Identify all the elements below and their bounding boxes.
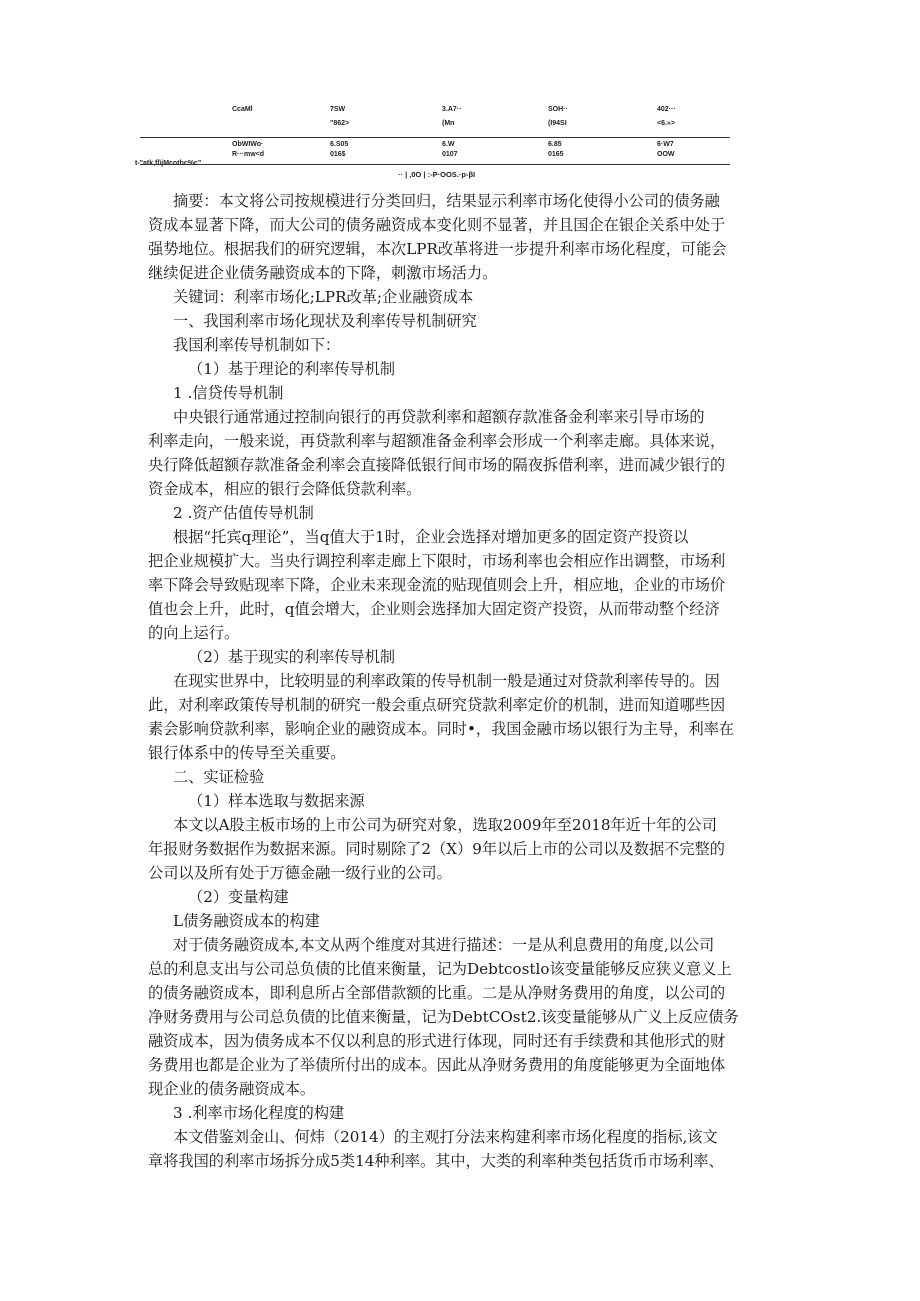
paragraph-line: 3 .利率市场化程度的构建 bbox=[173, 1104, 345, 1122]
paragraph-line: 强势地位。根据我们的研究逻辑，本次LPR改革将进一步提升利率市场化程度，可能会 bbox=[148, 240, 727, 258]
paragraph-line: L债务融资成本的构建 bbox=[173, 912, 320, 930]
paragraph-line: 根据“托宾q理论”，当q值大于1时，企业会选择对增加更多的固定资产投资以 bbox=[173, 528, 689, 546]
paragraph-line: （1）样本选取与数据来源 bbox=[188, 792, 365, 810]
paragraph-line: 素会影响贷款利率，影响企业的融资成本。同时•，我国金融市场以银行为主导，利率在 bbox=[148, 720, 735, 738]
table-cell: 6.85 bbox=[548, 141, 562, 148]
table-fragment bbox=[0, 0, 920, 185]
paragraph-line: 公司以及所有处于万德金融一级行业的公司。 bbox=[148, 864, 452, 882]
table-cell: OOW bbox=[657, 151, 675, 158]
table-cell: SOH·· bbox=[548, 106, 568, 113]
table-cell: ObWIWo· bbox=[232, 141, 264, 148]
paragraph-line: 利率走向，一般来说，再贷款利率与超额准备金利率会形成一个利率走廊。具体来说， bbox=[148, 432, 726, 450]
paragraph-line: 中央银行通常通过控制向银行的再贷款利率和超额存款准备金利率来引导市场的 bbox=[173, 408, 705, 426]
paragraph-line: 央行降低超额存款准备金利率会直接降低银行间市场的隔夜拆借利率，进而减少银行的 bbox=[148, 456, 726, 474]
table-cell: 0107 bbox=[442, 151, 458, 158]
paragraph-line: 2 .资产估值传导机制 bbox=[173, 504, 314, 522]
paragraph-line: 在现实世界中，比较明显的利率政策的传导机制一般是通过对贷款利率传导的。因 bbox=[173, 672, 720, 690]
paragraph-line: 1 .信贷传导机制 bbox=[173, 384, 284, 402]
paragraph-line: 务费用也都是企业为了举债所付出的成本。因此从净财务费用的角度能够更为全面地体 bbox=[148, 1056, 726, 1074]
table-cell: (I94SI bbox=[548, 120, 567, 127]
paragraph-line: 值也会上升，此时，q值会增大，企业则会选择加大固定资产投资，从而带动整个经济 bbox=[148, 600, 720, 618]
table-cell: (Mn bbox=[442, 120, 455, 127]
paragraph-line: 年报财务数据作为数据来源。同时剔除了2（X）9年以后上市的公司以及数据不完整的 bbox=[148, 840, 725, 858]
paragraph-line: 此，对利率政策传导机制的研究一般会重点研究贷款利率定价的机制，进而知道哪些因 bbox=[148, 696, 726, 714]
paragraph-line: （2）基于现实的利率传导机制 bbox=[188, 648, 396, 666]
paragraph-line: 的向上运行。 bbox=[148, 624, 240, 642]
table-cell: 6·W7 bbox=[657, 141, 674, 148]
paragraph-line: 继续促进企业债务融资成本的下降，刺激市场活力。 bbox=[148, 264, 498, 282]
paragraph-line: （1）基于理论的利率传导机制 bbox=[188, 360, 396, 378]
paragraph-line: 本文借鉴刘金山、何炜（2014）的主观打分法来构建利率市场化程度的指标,该文 bbox=[173, 1128, 718, 1146]
document-body bbox=[148, 189, 788, 1173]
table-rule bbox=[140, 164, 730, 165]
table-cell: 0165 bbox=[548, 151, 564, 158]
paragraph-line: 融资成本，因为债务成本不仅以利息的形式进行体现，同时还有手续费和其他形式的财 bbox=[148, 1032, 726, 1050]
paragraph-line: 二、实证检验 bbox=[173, 768, 265, 786]
table-cell: 016$ bbox=[330, 151, 346, 158]
paragraph-line: 本文以A股主板市场的上市公司为研究对象，选取2009年至2018年近十年的公司 bbox=[173, 816, 717, 834]
table-rule bbox=[140, 137, 730, 138]
paragraph-line: 现企业的债务融资成本。 bbox=[148, 1080, 316, 1098]
paragraph-line: （2）变量构建 bbox=[188, 888, 289, 906]
paragraph-line: 银行体系中的传导至关重要。 bbox=[148, 744, 346, 762]
paragraph-line: 总的利息支出与公司总负债的比值来衡量，记为Debtcostlo该变量能够反应狭义意义上 bbox=[148, 960, 732, 978]
paragraph-line: 资成本显著下降，而大公司的债务融资成本变化则不显著，并且国企在银企关系中处于 bbox=[148, 216, 726, 234]
paragraph-line: 把企业规模扩大。当央行调控利率走廊上下限时，市场利率也会相应作出调整，市场利 bbox=[148, 552, 726, 570]
table-cell: 6.S05 bbox=[330, 141, 349, 148]
paragraph-line: 对于债务融资成本,本文从两个维度对其进行描述：一是从利息费用的角度,以公司 bbox=[173, 936, 715, 954]
paragraph-line: 资金成本，相应的银行会降低贷款利率。 bbox=[148, 480, 422, 498]
paragraph-line: 我国利率传导机制如下： bbox=[173, 336, 341, 354]
table-cell: 3.A7·· bbox=[442, 106, 462, 113]
paragraph-line: 率下降会导致贴现率下降，企业未来现金流的贴现值则会上升，相应地，企业的市场价 bbox=[148, 576, 726, 594]
paragraph-line: 净财务费用与公司总负债的比值来衡量，记为DebtCOst2.该变量能够从广义上反应债务 bbox=[148, 1008, 739, 1026]
table-cell: R···mw<d bbox=[232, 151, 265, 158]
table-cell: "862> bbox=[330, 120, 350, 127]
table-cell: 7SW bbox=[330, 106, 346, 113]
paragraph-line: 的债务融资成本，即利息所占全部借款额的比重。二是从净财务费用的角度，以公司的 bbox=[148, 984, 726, 1002]
paragraph-line: 一、我国利率市场化现状及利率传导机制研究 bbox=[173, 312, 477, 330]
paragraph-line: 关键词：利率市场化;LPR改革;企业融资成本 bbox=[173, 288, 474, 306]
table-cell: 6.W bbox=[442, 141, 455, 148]
paragraph-line: 章将我国的利率市场拆分成5类14种利率。其中，大类的利率种类包括货币市场利率、 bbox=[148, 1152, 724, 1170]
paragraph-line: 摘要：本文将公司按规模进行分类回归，结果显示利率市场化使得小公司的债务融 bbox=[173, 192, 720, 210]
table-note: t-"atk,fl\jMcotbc%c" bbox=[135, 160, 202, 167]
table-cell: CcaMl bbox=[232, 106, 253, 113]
table-cell: <6.»> bbox=[657, 120, 675, 127]
table-cell: 402··· bbox=[657, 106, 676, 113]
table-source: ·· | ,0O | :-P·OOS.·p-βI bbox=[398, 170, 476, 179]
